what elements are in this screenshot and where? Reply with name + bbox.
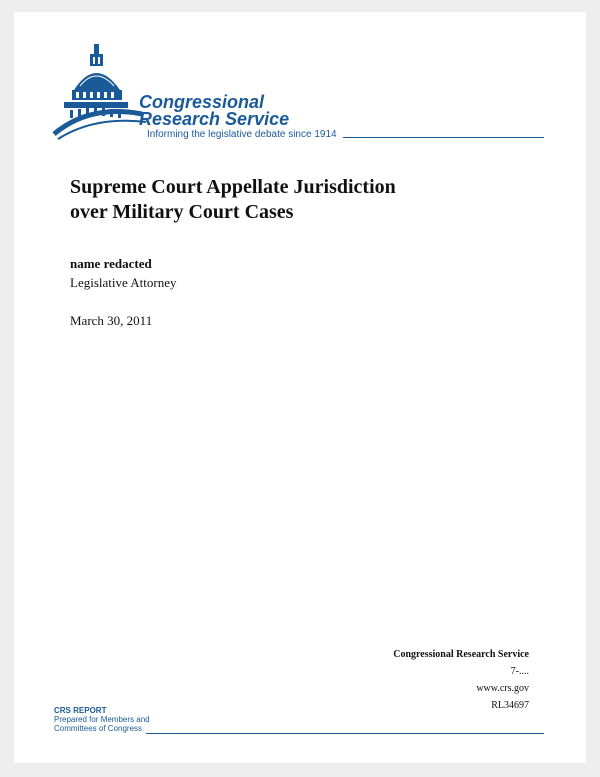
footer-contact-block — [393, 646, 529, 714]
footer-org: Congressional Research Service — [393, 649, 529, 660]
logo-divider — [343, 137, 544, 138]
title-line-1: Supreme Court Appellate Jurisdiction — [70, 176, 396, 198]
crs-report-heading: CRS REPORT — [54, 706, 107, 715]
logo-line-1: Congressional — [139, 92, 265, 112]
crs-logo-wordmark — [139, 94, 289, 128]
crs-report-line-2: Committees of Congress — [54, 724, 143, 733]
title-line-2: over Military Court Cases — [70, 201, 294, 223]
footer-divider — [146, 733, 544, 734]
footer-report-number: RL34697 — [491, 700, 529, 711]
author-name: name redacted — [70, 256, 152, 271]
footer-phone: 7-.... — [510, 666, 529, 677]
document-title — [70, 175, 550, 225]
crs-report-line-1: Prepared for Members and — [54, 715, 150, 724]
report-cover-page — [14, 12, 586, 763]
author-title: Legislative Attorney — [70, 275, 177, 290]
footer-website: www.crs.gov — [476, 683, 529, 694]
document-date: March 30, 2011 — [70, 313, 153, 328]
logo-line-2: Research Service — [139, 109, 290, 129]
crs-report-label — [54, 706, 150, 733]
capitol-dome-icon — [50, 42, 150, 142]
logo-tagline: Informing the legislative debate since 1914 — [147, 129, 337, 140]
